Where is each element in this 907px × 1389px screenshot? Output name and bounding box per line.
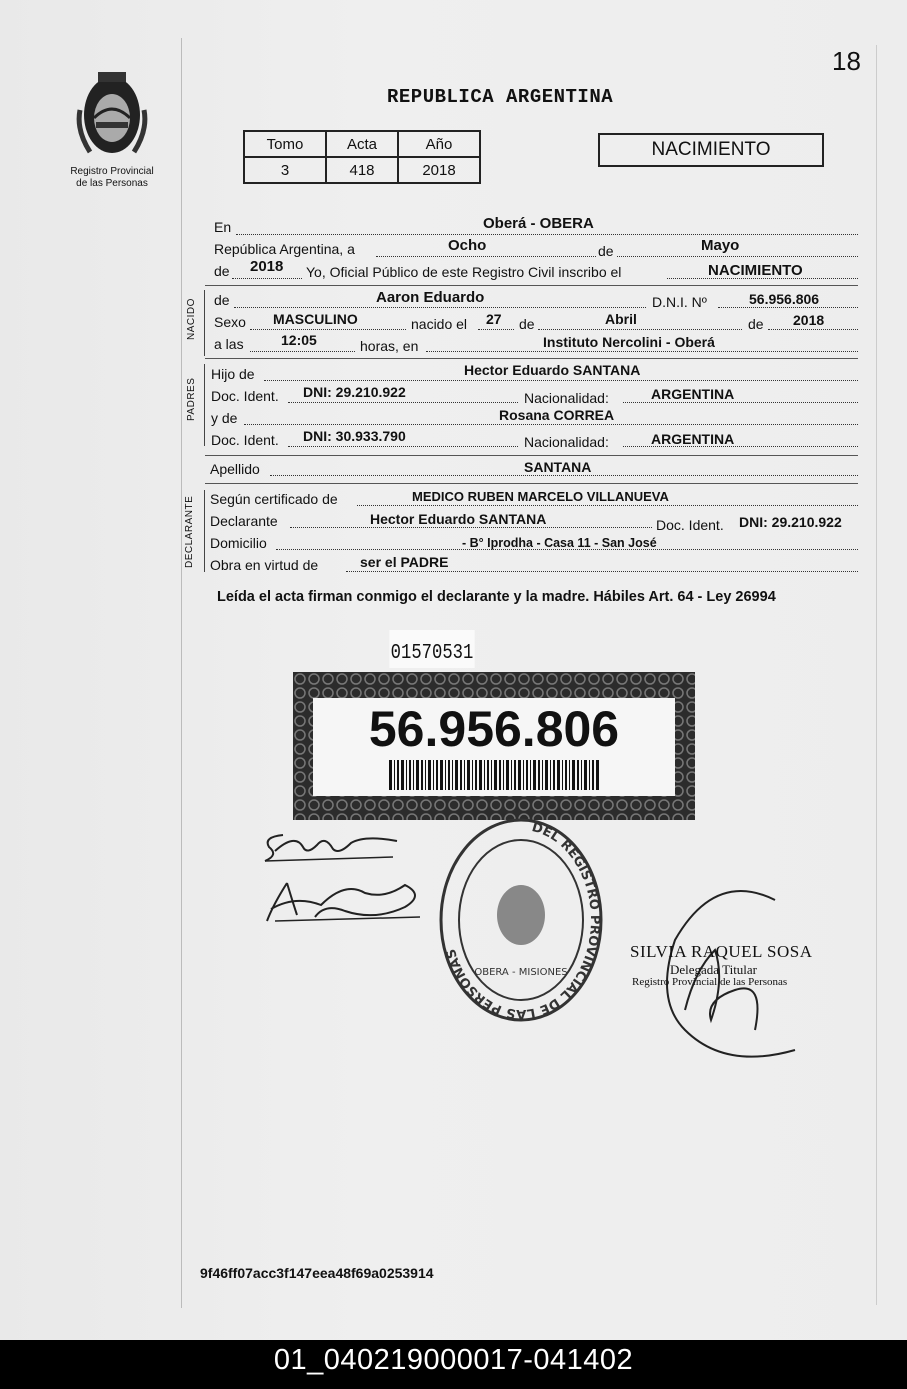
section-separator — [205, 285, 858, 286]
registry-logo — [62, 70, 162, 190]
birth-year: 2018 — [793, 312, 825, 328]
coat-of-arms-icon — [72, 70, 152, 160]
closing-text: Leída el acta firman conmigo el declarante y la madre. Hábiles Art. 64 - Ley 26994 — [217, 589, 776, 605]
nacido-side-label: NACIDO — [186, 298, 197, 340]
year-value: 2018 — [250, 258, 284, 275]
domicilio-label: Domicilio — [210, 535, 267, 551]
section-bar — [204, 364, 205, 446]
day-value: Ocho — [448, 237, 487, 254]
republica-label: República Argentina, a — [214, 241, 355, 257]
barcode — [389, 760, 601, 790]
nacionalidad-label: Nacionalidad: — [524, 390, 609, 406]
declarant-signatures — [255, 825, 430, 935]
apellido-label: Apellido — [210, 461, 260, 477]
alas-label: a las — [214, 336, 244, 352]
logo-caption-line2: de las Personas — [76, 178, 148, 189]
official-stamp — [436, 815, 606, 1025]
tomo-value: 3 — [244, 157, 326, 183]
horas-label: horas, en — [360, 338, 419, 354]
doc-ident-label: Doc. Ident. — [211, 388, 279, 404]
act-type-box: NACIMIENTO — [598, 133, 824, 167]
birth-month: Abril — [605, 311, 637, 327]
nacionalidad-label: Nacionalidad: — [524, 434, 609, 450]
control-number-label: 01570531 — [389, 630, 474, 668]
section-separator — [205, 455, 858, 456]
declarante-doc: DNI: 29.210.922 — [739, 514, 842, 530]
de-label: de — [748, 316, 764, 332]
dni-label: D.N.I. Nº — [652, 294, 707, 310]
child-dni: 56.956.806 — [749, 291, 820, 307]
de-label: de — [519, 316, 535, 332]
acta-header: Acta — [326, 131, 398, 157]
father-name: Hector Eduardo SANTANA — [464, 362, 641, 378]
father-doc: DNI: 29.210.922 — [303, 384, 406, 400]
sexo-label: Sexo — [214, 314, 246, 330]
de-label: de — [598, 243, 614, 259]
inscribed-value: NACIMIENTO — [708, 262, 803, 279]
mother-doc: DNI: 30.933.790 — [303, 428, 406, 444]
signatory-name: SILVIA RAQUEL SOSA — [630, 942, 813, 961]
domicilio-value: - B° Iprodha - Casa 11 - San José — [462, 536, 657, 550]
obra-value: ser el PADRE — [360, 554, 449, 570]
place-value: Oberá - OBERA — [483, 215, 594, 232]
section-separator — [205, 358, 858, 359]
certificate-value: MEDICO RUBEN MARCELO VILLANUEVA — [412, 489, 669, 504]
anio-value: 2018 — [398, 157, 480, 183]
registry-table — [243, 130, 481, 184]
padres-side-label: PADRES — [186, 377, 197, 421]
birth-day: 27 — [486, 311, 502, 327]
declarante-label: Declarante — [210, 513, 278, 529]
margin-line — [181, 38, 182, 1308]
en-label: En — [214, 219, 232, 235]
signatory-org: Registro Provincial de las Personas — [632, 976, 788, 988]
stamp-inner-text: OBERA - MISIONES — [474, 967, 568, 978]
mother-name: Rosana CORREA — [499, 407, 615, 423]
document-hash: 9f46ff07acc3f147eea48f69a0253914 — [200, 1265, 434, 1281]
right-margin-line — [876, 45, 877, 1305]
anio-header: Año — [398, 131, 480, 157]
cert-label: Según certificado de — [210, 491, 338, 507]
y-de-label: y de — [211, 410, 238, 426]
logo-caption-line1: Registro Provincial — [70, 166, 154, 177]
declarante-value: Hector Eduardo SANTANA — [370, 511, 547, 527]
month-value: Mayo — [701, 237, 740, 254]
dotted-line — [538, 315, 742, 330]
apellido-value: SANTANA — [524, 459, 592, 475]
sexo-value: MASCULINO — [273, 311, 358, 327]
father-nationality: ARGENTINA — [651, 386, 735, 402]
dni-sticker-inner — [313, 698, 675, 796]
section-separator — [205, 483, 858, 484]
signatory-title: Delegada Titular — [670, 962, 758, 977]
section-bar — [204, 290, 205, 356]
stamp-ring-text: DEL REGISTRO PROVINCIAL DE LAS PERSONAS — [443, 820, 602, 1022]
document-title: REPUBLICA ARGENTINA — [387, 86, 614, 108]
de-label-2: de — [214, 263, 230, 279]
tomo-header: Tomo — [244, 131, 326, 157]
obra-label: Obra en virtud de — [210, 557, 319, 573]
hijo-de-label: Hijo de — [211, 366, 255, 382]
section-bar — [204, 490, 205, 572]
dni-sticker — [293, 672, 695, 820]
declarante-side-label: DECLARANTE — [184, 495, 195, 568]
bottom-code-bar: 01_040219000017-041402 — [273, 1344, 634, 1376]
dni-sticker-number: 56.956.806 — [368, 701, 620, 757]
acta-value: 418 — [326, 157, 398, 183]
birth-place: Instituto Nercolini - Oberá — [543, 334, 715, 350]
nacido-de-label: de — [214, 292, 230, 308]
child-name: Aaron Eduardo — [376, 289, 485, 306]
nacido-el-label: nacido el — [411, 316, 468, 332]
mother-nationality: ARGENTINA — [651, 431, 735, 447]
oficial-text: Yo, Oficial Público de este Registro Civil inscribo el — [306, 264, 622, 280]
doc-ident-label: Doc. Ident. — [211, 432, 279, 448]
doc-ident-label: Doc. Ident. — [656, 517, 724, 533]
page-number: 18 — [832, 46, 861, 76]
birth-time: 12:05 — [281, 332, 317, 348]
